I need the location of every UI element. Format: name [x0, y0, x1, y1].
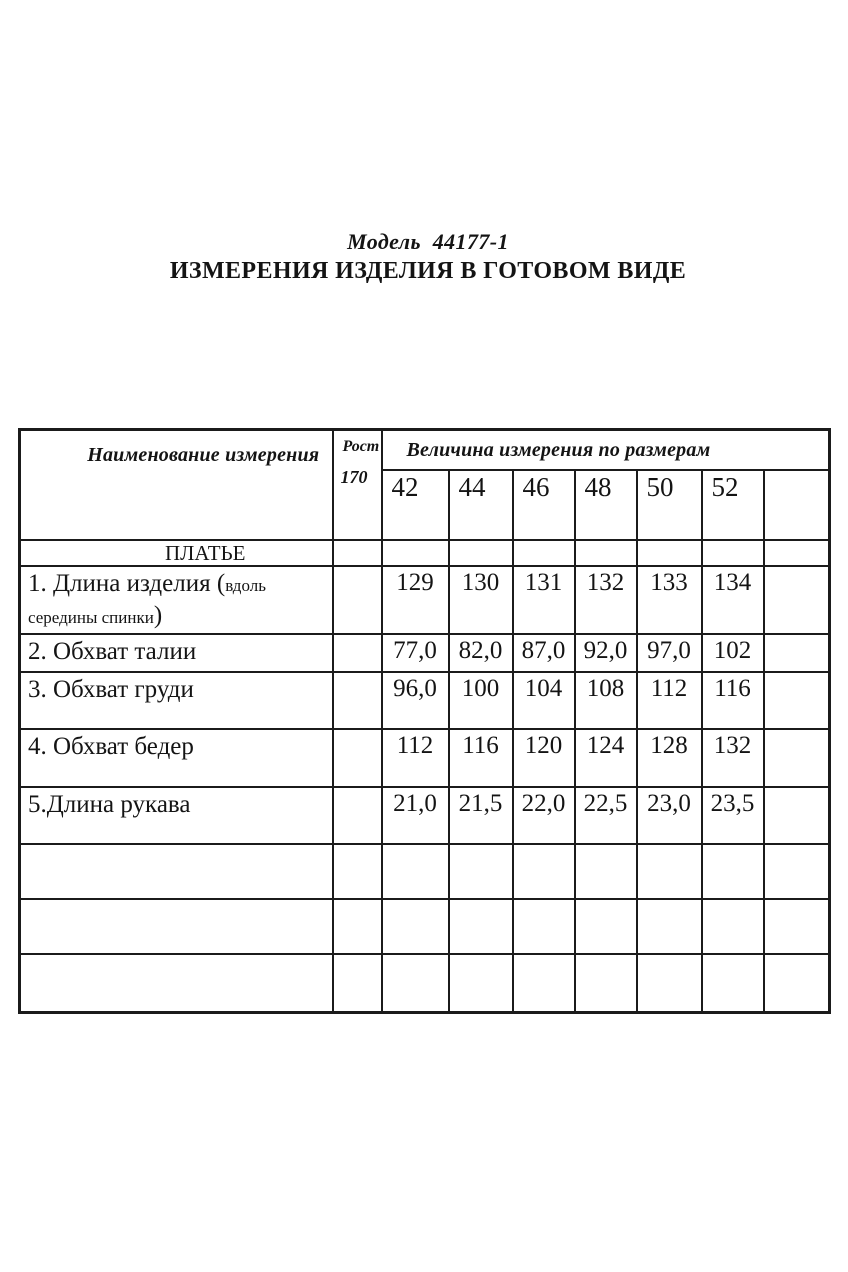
empty-cell: [513, 540, 575, 566]
value-cell: 97,0: [637, 634, 702, 672]
empty-cell: [513, 844, 575, 899]
measurement-label-hips: 4. Обхват бедер: [20, 729, 333, 787]
measurements-table: [18, 428, 831, 1014]
document-title-block: [18, 229, 838, 285]
table-row-empty: [20, 899, 830, 954]
table-row: [20, 729, 830, 787]
empty-cell: [333, 634, 382, 672]
header-measurement-name: [20, 430, 333, 540]
empty-cell: [702, 540, 764, 566]
label-line-2: середины спинки): [28, 601, 163, 629]
empty-cell: [20, 954, 333, 1013]
value-cell: 120: [513, 729, 575, 787]
value-cell: 87,0: [513, 634, 575, 672]
empty-cell: [575, 954, 637, 1013]
empty-cell: [382, 844, 449, 899]
empty-cell: [764, 540, 830, 566]
value-cell: 82,0: [449, 634, 513, 672]
empty-cell: [449, 540, 513, 566]
value-cell: 112: [637, 672, 702, 729]
table-row: [20, 787, 830, 844]
value-cell: 22,0: [513, 787, 575, 844]
value-cell: 134: [702, 566, 764, 634]
height-label: Рост: [342, 438, 380, 455]
value-cell: 77,0: [382, 634, 449, 672]
empty-cell: [764, 470, 830, 540]
empty-cell: [333, 844, 382, 899]
empty-cell: [382, 540, 449, 566]
value-cell: 23,0: [637, 787, 702, 844]
empty-cell: [333, 787, 382, 844]
value-cell: 104: [513, 672, 575, 729]
empty-cell: [702, 899, 764, 954]
value-cell: 108: [575, 672, 637, 729]
model-number-title: Модель 44177-1: [347, 229, 509, 254]
size-header-48: 48: [575, 470, 637, 540]
size-header-52: 52: [702, 470, 764, 540]
value-cell: 124: [575, 729, 637, 787]
empty-cell: [764, 634, 830, 672]
empty-cell: [382, 899, 449, 954]
value-cell: 116: [449, 729, 513, 787]
measurement-label-chest: 3. Обхват груди: [20, 672, 333, 729]
empty-cell: [449, 954, 513, 1013]
empty-cell: [575, 540, 637, 566]
value-cell: 116: [702, 672, 764, 729]
empty-cell: [20, 844, 333, 899]
value-cell: 22,5: [575, 787, 637, 844]
table-row-empty: [20, 954, 830, 1013]
empty-cell: [333, 672, 382, 729]
table-row: [20, 634, 830, 672]
value-cell: 102: [702, 634, 764, 672]
empty-cell: [449, 844, 513, 899]
empty-cell: [333, 540, 382, 566]
value-cell: 132: [575, 566, 637, 634]
value-cell: 100: [449, 672, 513, 729]
value-cell: 96,0: [382, 672, 449, 729]
empty-cell: [575, 899, 637, 954]
empty-cell: [764, 844, 830, 899]
measurement-label-length: [20, 566, 333, 634]
value-cell: 133: [637, 566, 702, 634]
empty-cell: [637, 899, 702, 954]
value-cell: 130: [449, 566, 513, 634]
page-title: ИЗМЕРЕНИЯ ИЗДЕЛИЯ В ГОТОВОМ ВИДЕ: [169, 258, 687, 284]
empty-cell: [637, 844, 702, 899]
value-cell: 21,5: [449, 787, 513, 844]
empty-cell: [637, 954, 702, 1013]
empty-cell: [20, 899, 333, 954]
empty-cell: [764, 954, 830, 1013]
empty-cell: [333, 954, 382, 1013]
empty-cell: [449, 899, 513, 954]
empty-cell: [764, 729, 830, 787]
header-measurement-name-label: Наименование измерения: [87, 444, 320, 466]
value-cell: 92,0: [575, 634, 637, 672]
table-row-empty: [20, 844, 830, 899]
height-value: 170: [340, 467, 368, 487]
label-line-1: 1. Длина изделия (вдоль: [28, 569, 266, 597]
header-sizes-group: Величина измерения по размерам: [382, 430, 830, 470]
value-cell: 132: [702, 729, 764, 787]
value-cell: 128: [637, 729, 702, 787]
empty-cell: [702, 844, 764, 899]
value-cell: 23,5: [702, 787, 764, 844]
table-row: [20, 672, 830, 729]
size-header-46: 46: [513, 470, 575, 540]
empty-cell: [333, 729, 382, 787]
table-row: [20, 566, 830, 634]
empty-cell: [764, 899, 830, 954]
empty-cell: [764, 672, 830, 729]
measurement-label-waist: 2. Обхват талии: [20, 634, 333, 672]
value-cell: 112: [382, 729, 449, 787]
value-cell: 21,0: [382, 787, 449, 844]
empty-cell: [513, 954, 575, 1013]
size-header-42: 42: [382, 470, 449, 540]
empty-cell: [382, 954, 449, 1013]
empty-cell: [764, 566, 830, 634]
size-header-50: 50: [637, 470, 702, 540]
measurement-label-sleeve: 5.Длина рукава: [20, 787, 333, 844]
empty-cell: [637, 540, 702, 566]
section-title-dress: ПЛАТЬЕ: [20, 540, 333, 566]
empty-cell: [513, 899, 575, 954]
value-cell: 129: [382, 566, 449, 634]
empty-cell: [702, 954, 764, 1013]
size-header-44: 44: [449, 470, 513, 540]
empty-cell: [333, 899, 382, 954]
empty-cell: [764, 787, 830, 844]
header-height-column: [333, 430, 382, 540]
empty-cell: [333, 566, 382, 634]
value-cell: 131: [513, 566, 575, 634]
empty-cell: [575, 844, 637, 899]
